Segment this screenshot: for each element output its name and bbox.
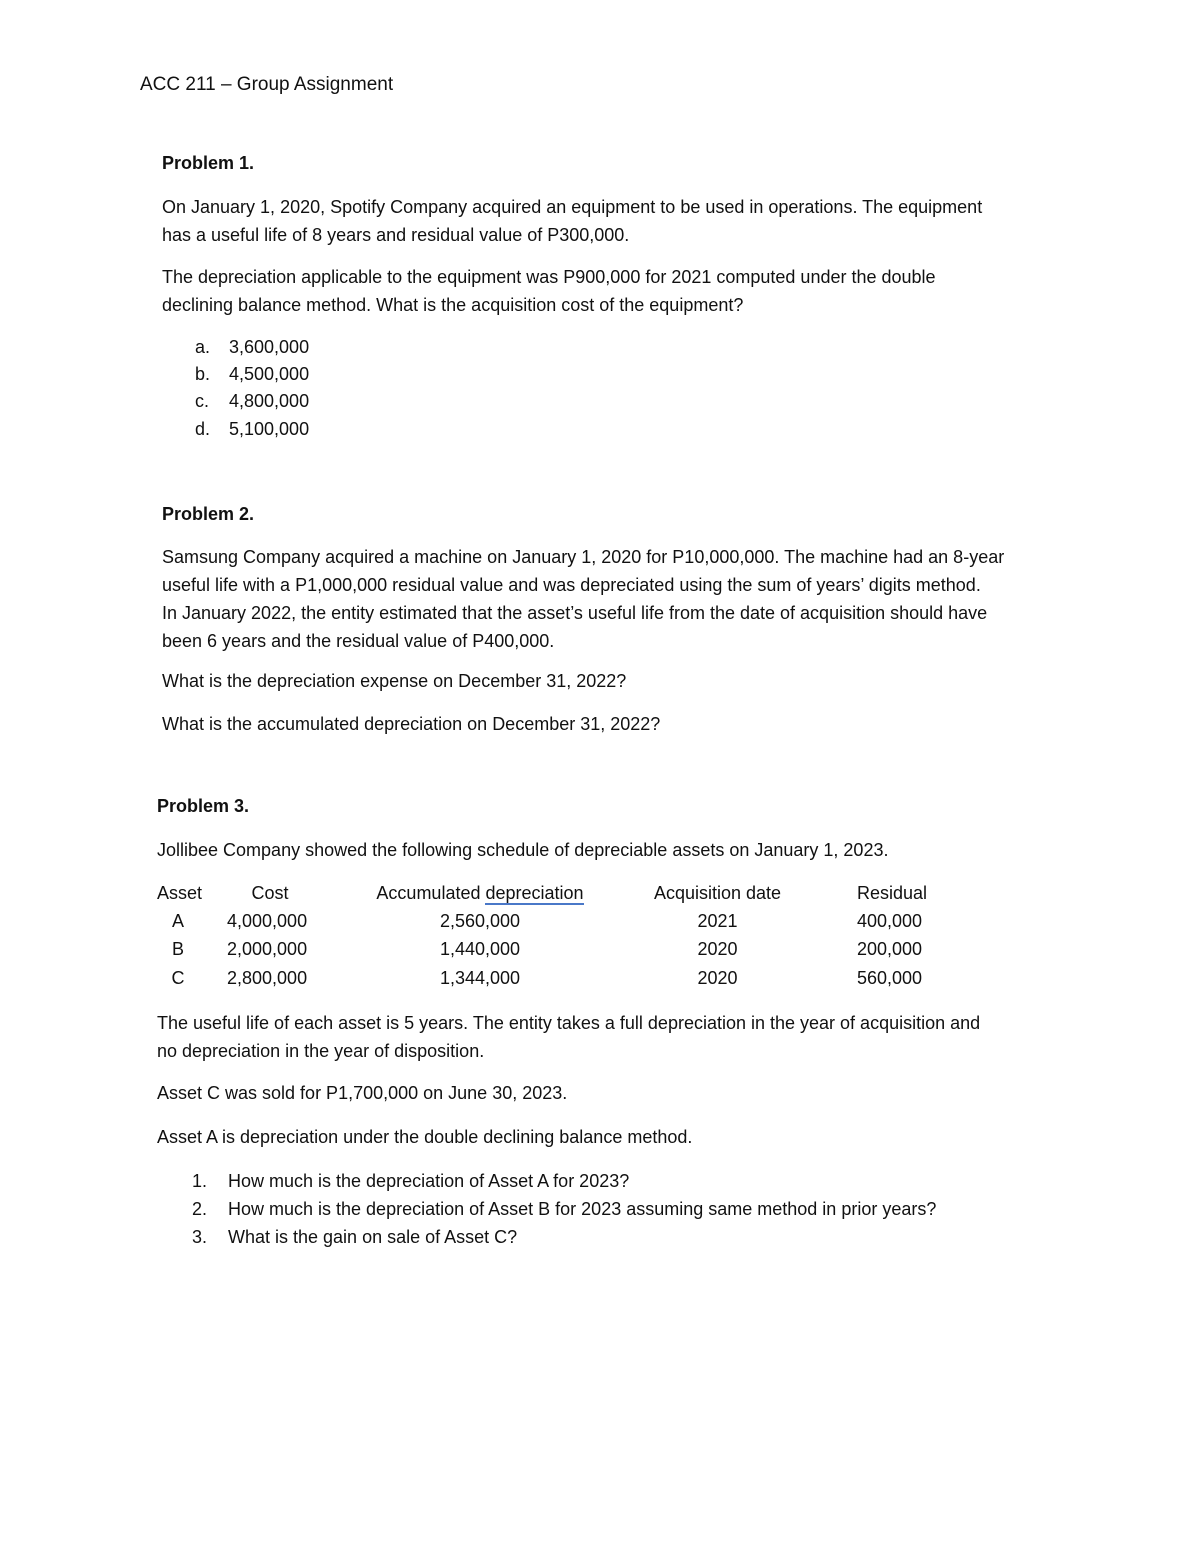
option-value: 4,800,000 <box>229 391 310 411</box>
table-header-asset: Asset <box>157 883 203 903</box>
problem-1-heading: Problem 1. <box>162 153 255 173</box>
header-text: Accumulated <box>376 883 486 903</box>
problem-3-method-note: Asset A is depreciation under the double declining balance method. <box>157 1127 693 1147</box>
paragraph-line: useful life with a P1,000,000 residual value and was depreciated using the sum of years’ digits method. <box>162 575 981 595</box>
table-cell-cost: 2,000,000 <box>227 939 308 959</box>
option-a <box>195 336 309 358</box>
option-label: a. <box>195 337 211 357</box>
question-text: What is the gain on sale of Asset C? <box>228 1227 518 1247</box>
paragraph-line: In January 2022, the entity estimated that the asset’s useful life from the date of acquisition should have <box>162 603 988 623</box>
question-number: 2. <box>192 1199 208 1219</box>
table-cell-asset: A <box>171 911 184 931</box>
table-cell-acquisition: 2021 <box>697 911 738 931</box>
problem-2-question-2: What is the accumulated depreciation on December 31, 2022? <box>162 714 661 734</box>
option-b <box>195 363 309 385</box>
table-header-accumulated-depreciation <box>360 882 600 904</box>
option-label: c. <box>195 391 210 411</box>
paragraph-line: The depreciation applicable to the equipment was P900,000 for 2021 computed under the double <box>162 267 936 287</box>
question-number: 3. <box>192 1227 208 1247</box>
table-cell-residual: 560,000 <box>857 968 923 988</box>
option-c <box>195 390 309 412</box>
table-header-cost: Cost <box>251 883 289 903</box>
table-header-acquisition-date: Acquisition date <box>653 883 782 903</box>
table-cell-asset: B <box>171 939 184 959</box>
option-value: 5,100,000 <box>229 419 310 439</box>
table-cell-accumulated: 1,440,000 <box>439 939 521 959</box>
problem-2-question-1: What is the depreciation expense on December 31, 2022? <box>162 671 627 691</box>
table-header-residual: Residual <box>857 883 928 903</box>
problem-3-paragraph-1 <box>157 1009 980 1065</box>
problem-3-question-2 <box>192 1198 936 1220</box>
table-cell-residual: 200,000 <box>857 939 923 959</box>
paragraph-line: been 6 years and the residual value of P400,000. <box>162 631 555 651</box>
paragraph-line: has a useful life of 8 years and residual value of P300,000. <box>162 225 630 245</box>
table-cell-accumulated: 2,560,000 <box>439 911 521 931</box>
option-label: d. <box>195 419 211 439</box>
problem-3-intro: Jollibee Company showed the following schedule of depreciable assets on January 1, 2023. <box>157 840 889 860</box>
paragraph-line: declining balance method. What is the acquisition cost of the equipment? <box>162 295 744 315</box>
table-cell-residual: 400,000 <box>857 911 923 931</box>
table-cell-asset: C <box>171 968 185 988</box>
paragraph-line: The useful life of each asset is 5 years. The entity takes a full depreciation in the year of acquisition and <box>157 1013 981 1033</box>
table-cell-cost: 4,000,000 <box>227 911 308 931</box>
table-cell-acquisition: 2020 <box>697 939 738 959</box>
option-d <box>195 418 309 440</box>
problem-3-heading: Problem 3. <box>157 796 250 816</box>
problem-3-question-3 <box>192 1226 517 1248</box>
problem-2-paragraph-1 <box>162 543 1004 655</box>
paragraph-line: On January 1, 2020, Spotify Company acquired an equipment to be used in operations. The equipment <box>162 197 983 217</box>
paragraph-line: no depreciation in the year of disposition. <box>157 1041 485 1061</box>
option-value: 3,600,000 <box>229 337 310 357</box>
table-cell-cost: 2,800,000 <box>227 968 308 988</box>
table-cell-accumulated: 1,344,000 <box>439 968 521 988</box>
question-text: How much is the depreciation of Asset A for 2023? <box>228 1171 630 1191</box>
header-text-underlined: depreciation <box>485 883 584 903</box>
option-label: b. <box>195 364 211 384</box>
problem-3-sale-note: Asset C was sold for P1,700,000 on June 30, 2023. <box>157 1083 568 1103</box>
question-text: How much is the depreciation of Asset B for 2023 assuming same method in prior years? <box>228 1199 937 1219</box>
document-title: ACC 211 – Group Assignment <box>140 74 394 95</box>
problem-1-paragraph-2 <box>162 263 936 319</box>
question-number: 1. <box>192 1171 208 1191</box>
option-value: 4,500,000 <box>229 364 310 384</box>
table-cell-acquisition: 2020 <box>697 968 738 988</box>
problem-1-paragraph-1 <box>162 193 982 249</box>
problem-2-heading: Problem 2. <box>162 504 255 524</box>
paragraph-line: Samsung Company acquired a machine on January 1, 2020 for P10,000,000. The machine had an 8-year <box>162 547 1005 567</box>
problem-3-question-1 <box>192 1170 629 1192</box>
